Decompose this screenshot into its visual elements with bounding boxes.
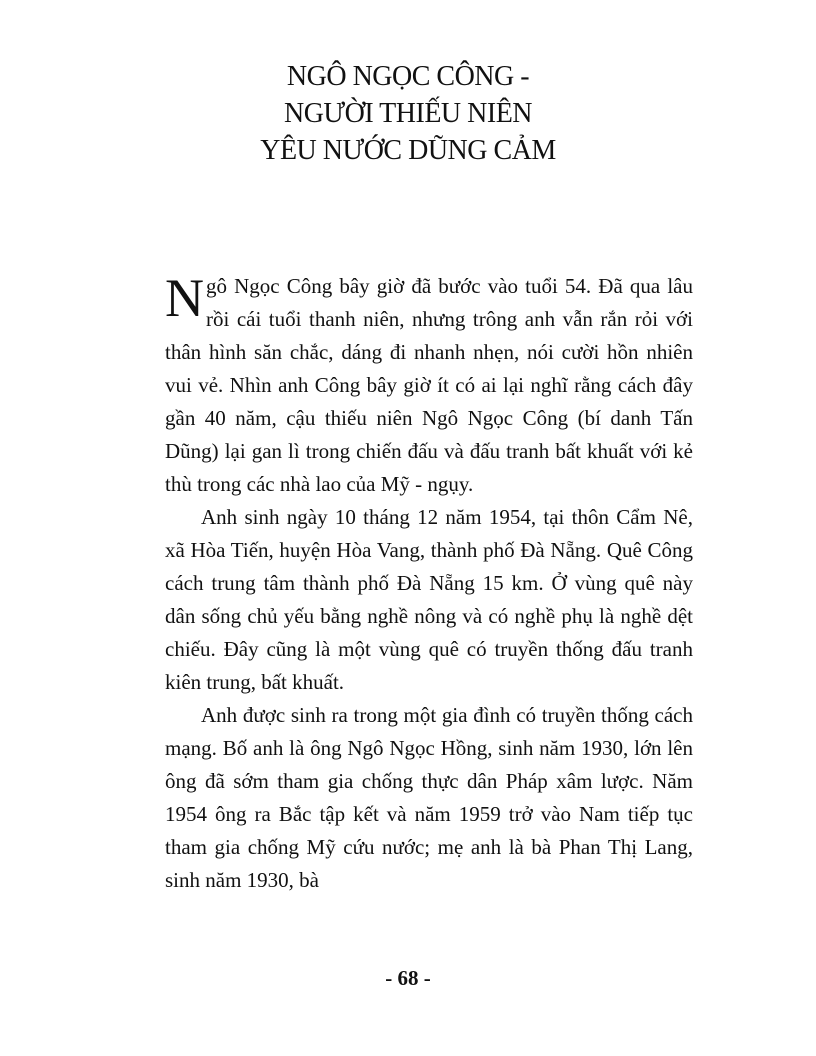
drop-cap: N [165, 268, 204, 328]
paragraph-2: Anh sinh ngày 10 tháng 12 năm 1954, tại thôn Cẩm Nê, xã Hòa Tiến, huyện Hòa Vang, thành phố Đà Nẵng. Quê Công cách trung tâm thành phố Đà Nẵng 15 km. Ở vùng quê này dân sống chủ yếu bằng nghề nông và có nghề phụ là nghề dệt chiếu. Đây cũng là một vùng quê có truyền thống đấu tranh kiên trung, bất khuất. [165, 505, 693, 694]
chapter-title [0, 58, 816, 169]
paragraph-1 [165, 270, 693, 501]
title-line-1: NGÔ NGỌC CÔNG - [286, 61, 530, 92]
body-text [165, 270, 693, 897]
title-line-2: NGƯỜI THIẾU NIÊN [283, 98, 533, 129]
paragraph-1-text: gô Ngọc Công bây giờ đã bước vào tuổi 54. Đã qua lâu rồi cái tuổi thanh niên, nhưng trông anh vẫn rắn rỏi với thân hình săn chắc, dáng đi nhanh nhẹn, nói cười hồn nhiên vui vẻ. Nhìn anh Công bây giờ ít có ai lại nghĩ rằng cách đây gần 40 năm, cậu thiếu niên Ngô Ngọc Công (bí danh Tấn Dũng) lại gan lì trong chiến đấu và đấu tranh bất khuất với kẻ thù trong các nhà lao của Mỹ - ngụy. [165, 274, 693, 496]
paragraph-3: Anh được sinh ra trong một gia đình có truyền thống cách mạng. Bố anh là ông Ngô Ngọc Hồng, sinh năm 1930, lớn lên ông đã sớm tham gia chống thực dân Pháp xâm lược. Năm 1954 ông ra Bắc tập kết và năm 1959 trở vào Nam tiếp tục tham gia chống Mỹ cứu nước; mẹ anh là bà Phan Thị Lang, sinh năm 1930, bà [165, 703, 693, 892]
page-number: - 68 - [385, 966, 431, 990]
title-line-3: YÊU NƯỚC DŨNG CẢM [260, 135, 556, 166]
